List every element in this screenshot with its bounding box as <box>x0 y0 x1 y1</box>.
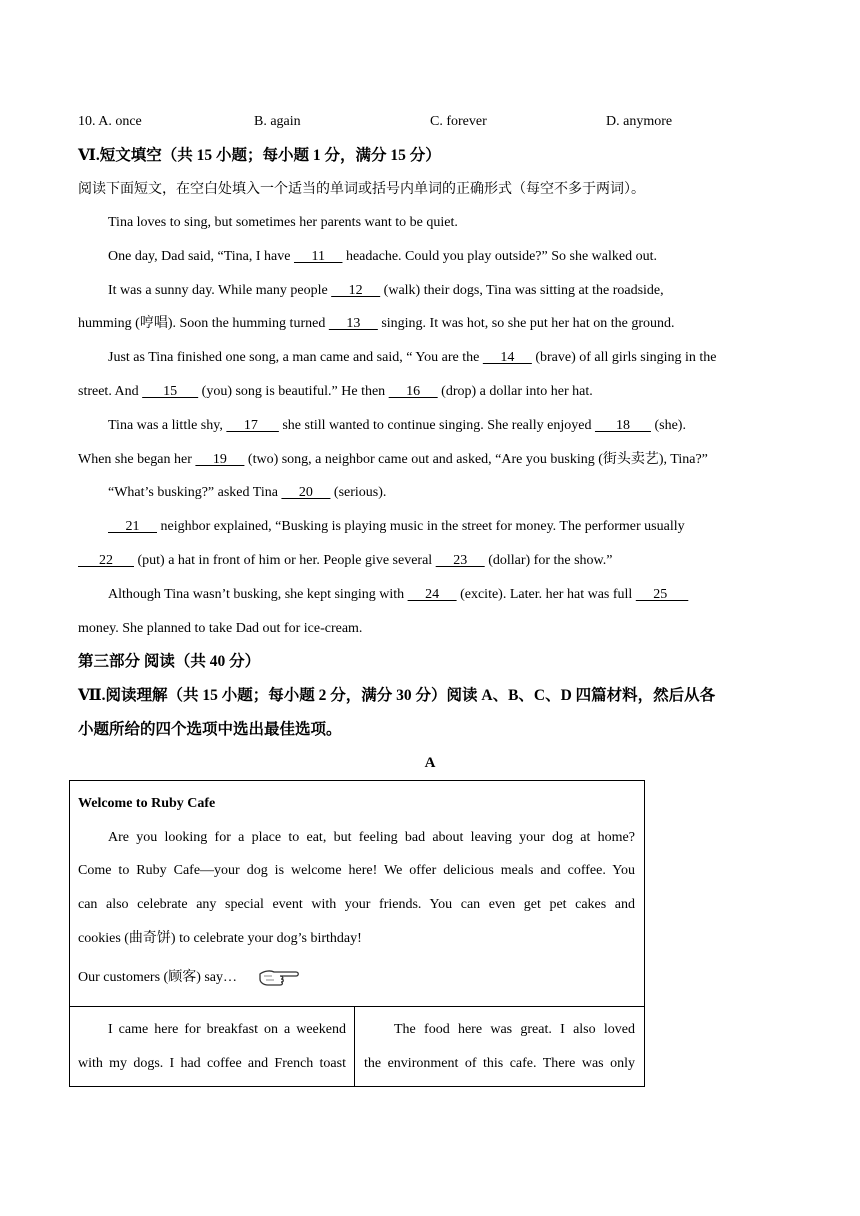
passage-line <box>108 348 717 368</box>
section-7-title-cont: 小题所给的四个选项中选出最佳选项。 <box>78 721 342 738</box>
blank-21: 21 <box>108 519 157 534</box>
blank-16: 16 <box>388 384 438 399</box>
passage-text: (drop) a dollar into her hat. <box>437 384 593 399</box>
blank-23: 23 <box>435 553 485 568</box>
passage-text: Just as Tina finished one song, a man came and said, “ You are the <box>108 350 483 365</box>
passage-line: Tina loves to sing, but sometimes her parents want to be quiet. <box>108 215 458 230</box>
passage-text: (excite). Later. her hat was full <box>456 587 636 602</box>
passage-text: (you) song is beautiful.” He then <box>198 384 389 399</box>
blank-17: 17 <box>226 418 279 433</box>
passage-line <box>108 281 664 301</box>
passage-text: “What’s busking?” asked Tina <box>108 485 282 500</box>
blank-15: 15 <box>142 384 199 399</box>
passage-text: (brave) of all girls singing in the <box>531 350 717 365</box>
passage-text: neighbor explained, “Busking is playing music in the street for money. The performer usually <box>157 519 685 534</box>
passage-line <box>78 382 593 402</box>
passage-line: money. She planned to take Dad out for ice-cream. <box>78 621 363 636</box>
ad-customers-label: Our customers (顾客) say… <box>78 970 238 985</box>
ad-text: Come to Ruby Cafe—your dog is welcome here! We offer delicious meals and coffee. You <box>78 863 635 878</box>
passage-text: singing. It was hot, so she put her hat on the ground. <box>377 316 675 331</box>
passage-line <box>78 450 708 470</box>
passage-text: street. And <box>78 384 143 399</box>
passage-text: (two) song, a neighbor came out and asked, “Are you busking (街头卖艺), Tina?” <box>244 452 708 467</box>
passage-text: (serious). <box>330 485 387 500</box>
ad-text: cookies (曲奇饼) to celebrate your dog’s birthday! <box>78 931 362 946</box>
passage-line <box>108 483 386 503</box>
table-column-divider <box>354 1006 355 1087</box>
passage-line <box>108 585 688 605</box>
review-left-text: with my dogs. I had coffee and French toast <box>78 1056 346 1071</box>
table-divider <box>69 1006 645 1007</box>
part-3-title: 第三部分 阅读（共 40 分） <box>78 653 261 670</box>
passage-line <box>108 416 686 436</box>
passage-text: humming (哼唱). Soon the humming turned <box>78 316 329 331</box>
passage-a-label: A <box>424 755 436 771</box>
q10-option-c: C. forever <box>430 114 487 129</box>
passage-text: Tina was a little shy, <box>108 418 227 433</box>
passage-line <box>78 314 675 334</box>
blank-25: 25 <box>635 587 689 602</box>
blank-24: 24 <box>407 587 457 602</box>
q10-option-d: D. anymore <box>606 114 673 129</box>
passage-line <box>108 247 657 267</box>
passage-line <box>78 551 612 571</box>
blank-14: 14 <box>482 350 532 365</box>
blank-19: 19 <box>195 452 245 467</box>
passage-text: (put) a hat in front of him or her. People give several <box>134 553 436 568</box>
passage-text: headache. Could you play outside?” So she walked out. <box>342 249 658 264</box>
passage-line <box>108 517 685 537</box>
passage-text: she still wanted to continue singing. She really enjoyed <box>278 418 595 433</box>
section-7-title: Ⅶ.阅读理解（共 15 小题；每小题 2 分，满分 30 分）阅读 A、B、C、D 四篇材料，然后从各 <box>78 687 716 704</box>
passage-text: (she). <box>650 418 686 433</box>
section-6-title: Ⅵ.短文填空（共 15 小题；每小题 1 分，满分 15 分） <box>78 147 441 164</box>
blank-18: 18 <box>594 418 651 433</box>
blank-11: 11 <box>293 249 343 264</box>
ad-text: can also celebrate any special event with your friends. You can even get pet cakes and <box>78 897 635 912</box>
section-6-instruction: 阅读下面短文，在空白处填入一个适当的单词或括号内单词的正确形式（每空不多于两词）。 <box>78 182 645 197</box>
blank-20: 20 <box>281 485 331 500</box>
passage-text: Although Tina wasn’t busking, she kept singing with <box>108 587 408 602</box>
q10-option-a: 10. A. once <box>78 114 142 129</box>
pointing-hand-icon <box>258 966 300 993</box>
blank-12: 12 <box>331 283 381 298</box>
passage-text: (walk) their dogs, Tina was sitting at the roadside, <box>380 283 664 298</box>
review-right-text: The food here was great. I also loved <box>394 1022 635 1037</box>
passage-text: (dollar) for the show.” <box>484 553 613 568</box>
ad-title: Welcome to Ruby Cafe <box>78 796 216 811</box>
review-right-text: the environment of this cafe. There was only <box>364 1056 635 1071</box>
q10-option-b: B. again <box>254 114 301 129</box>
passage-text: When she began her <box>78 452 196 467</box>
blank-22: 22 <box>78 553 134 568</box>
blank-13: 13 <box>328 316 378 331</box>
ad-text: Are you looking for a place to eat, but feeling bad about leaving your dog at home? <box>108 830 635 845</box>
review-left-text: I came here for breakfast on a weekend <box>108 1022 346 1037</box>
passage-text: One day, Dad said, “Tina, I have <box>108 249 294 264</box>
passage-text: It was a sunny day. While many people <box>108 283 332 298</box>
